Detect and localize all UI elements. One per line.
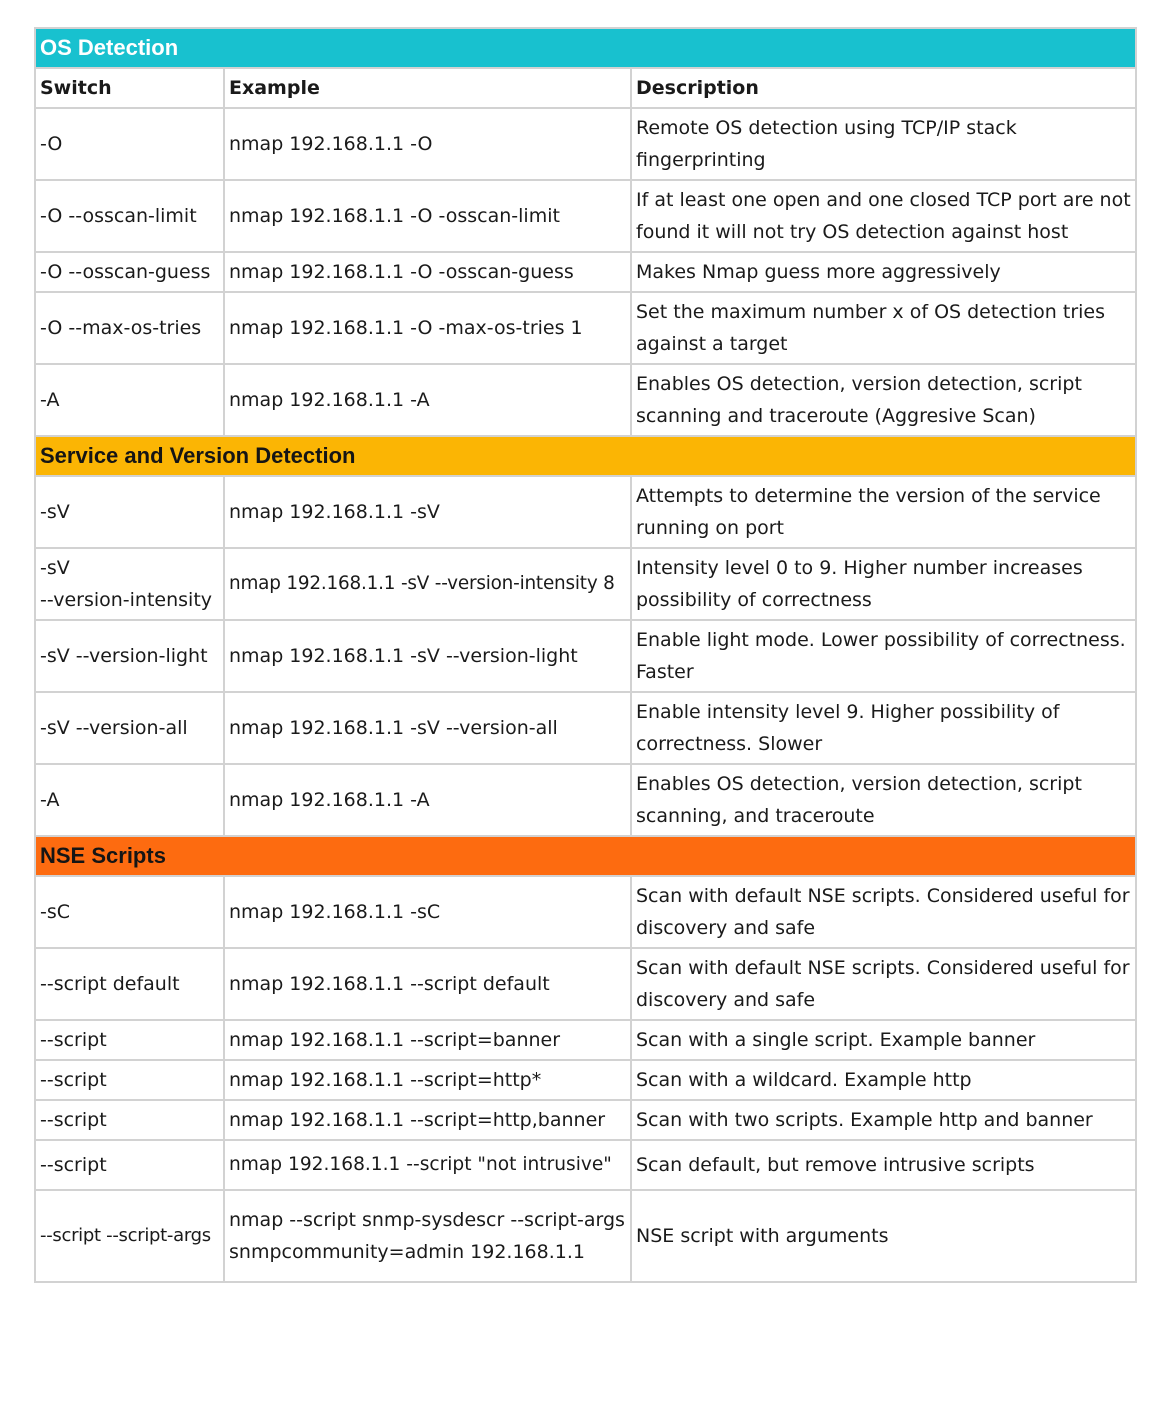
table-row [35, 1020, 1136, 1060]
description-cell [631, 364, 1136, 436]
section-header-nse [35, 836, 1136, 876]
description-line: correctness. Slower [636, 733, 823, 755]
example-cell: nmap 192.168.1.1 -A [224, 364, 631, 436]
description-line: Intensity level 0 to 9. Higher number increases [636, 557, 1083, 579]
table-row [35, 548, 1136, 620]
switch-cell: -O [35, 108, 224, 180]
switch-cell: -O --osscan-guess [35, 252, 224, 292]
table-row [35, 292, 1136, 364]
example-line: nmap --script snmp-sysdescr --script-args [229, 1209, 625, 1231]
example-cell: nmap 192.168.1.1 --script=http,banner [224, 1100, 631, 1140]
description-line: If at least one open and one closed TCP port are not [636, 189, 1131, 211]
table-row [35, 1060, 1136, 1100]
description-line: Enable intensity level 9. Higher possibility of [636, 701, 1060, 723]
description-cell [631, 108, 1136, 180]
example-line: snmpcommunity=admin 192.168.1.1 [229, 1241, 585, 1263]
switch-cell: --script [35, 1100, 224, 1140]
column-header-description: Description [631, 68, 1136, 108]
example-cell [224, 1190, 631, 1282]
description-line: Faster [636, 661, 694, 683]
section-title-os: OS Detection [35, 28, 1136, 68]
example-cell: nmap 192.168.1.1 --script default [224, 948, 631, 1020]
description-line: running on port [636, 517, 785, 539]
description-cell: Scan with two scripts. Example http and banner [631, 1100, 1136, 1140]
example-cell: nmap 192.168.1.1 -O -osscan-limit [224, 180, 631, 252]
table-row [35, 476, 1136, 548]
description-line: found it will not try OS detection against host [636, 221, 1069, 243]
section-title-nse: NSE Scripts [35, 836, 1136, 876]
description-cell: NSE script with arguments [631, 1190, 1136, 1282]
switch-cell: --script --script-args [35, 1190, 224, 1282]
description-line: Scan with default NSE scripts. Considered useful for [636, 885, 1130, 907]
switch-cell: -A [35, 764, 224, 836]
example-cell: nmap 192.168.1.1 -sV --version-intensity 8 [224, 548, 631, 620]
example-cell: nmap 192.168.1.1 -O [224, 108, 631, 180]
switch-cell [35, 548, 224, 620]
description-cell [631, 548, 1136, 620]
example-cell: nmap 192.168.1.1 -sV --version-light [224, 620, 631, 692]
description-line: Scan with default NSE scripts. Considered useful for [636, 957, 1130, 979]
description-cell [631, 620, 1136, 692]
description-cell [631, 476, 1136, 548]
table-row [35, 108, 1136, 180]
description-line: discovery and safe [636, 989, 816, 1011]
switch-cell: --script [35, 1060, 224, 1100]
switch-cell: --script default [35, 948, 224, 1020]
example-cell: nmap 192.168.1.1 --script=http* [224, 1060, 631, 1100]
description-line: possibility of correctness [636, 589, 872, 611]
description-cell: Scan with a single script. Example banner [631, 1020, 1136, 1060]
table-row [35, 252, 1136, 292]
table-row [35, 1190, 1136, 1282]
table-row [35, 1100, 1136, 1140]
example-cell: nmap 192.168.1.1 -sV [224, 476, 631, 548]
switch-cell: -sV --version-all [35, 692, 224, 764]
description-line: fingerprinting [636, 149, 766, 171]
table-row [35, 876, 1136, 948]
switch-cell: -O --max-os-tries [35, 292, 224, 364]
section-header-os [35, 28, 1136, 68]
section-header-service [35, 436, 1136, 476]
nmap-cheatsheet-table [34, 27, 1137, 1283]
description-line: Remote OS detection using TCP/IP stack [636, 117, 1017, 139]
description-cell: Scan with a wildcard. Example http [631, 1060, 1136, 1100]
switch-cell: -sV [35, 476, 224, 548]
description-line: discovery and safe [636, 917, 816, 939]
table-row [35, 764, 1136, 836]
switch-cell: -sV --version-light [35, 620, 224, 692]
description-line: Enables OS detection, version detection, script [636, 773, 1082, 795]
section-title-service: Service and Version Detection [35, 436, 1136, 476]
table-row [35, 1140, 1136, 1190]
example-cell: nmap 192.168.1.1 -sV --version-all [224, 692, 631, 764]
example-cell: nmap 192.168.1.1 -sC [224, 876, 631, 948]
description-cell [631, 948, 1136, 1020]
description-line: scanning, and traceroute [636, 805, 875, 827]
description-line: scanning and traceroute (Aggresive Scan) [636, 405, 1036, 427]
description-line: against a target [636, 333, 788, 355]
switch-cell: -O --osscan-limit [35, 180, 224, 252]
description-cell [631, 876, 1136, 948]
column-header-switch: Switch [35, 68, 224, 108]
description-cell [631, 180, 1136, 252]
table-row [35, 180, 1136, 252]
switch-cell: -A [35, 364, 224, 436]
switch-cell: -sC [35, 876, 224, 948]
table-row [35, 948, 1136, 1020]
column-header-row [35, 68, 1136, 108]
table-row [35, 692, 1136, 764]
table-row [35, 364, 1136, 436]
example-cell: nmap 192.168.1.1 -A [224, 764, 631, 836]
description-cell [631, 692, 1136, 764]
description-cell: Scan default, but remove intrusive scripts [631, 1140, 1136, 1190]
switch-cell: --script [35, 1140, 224, 1190]
description-cell [631, 764, 1136, 836]
column-header-example: Example [224, 68, 631, 108]
description-line: Set the maximum number x of OS detection tries [636, 301, 1106, 323]
description-line: Enables OS detection, version detection, script [636, 373, 1082, 395]
description-cell [631, 292, 1136, 364]
switch-cell: --script [35, 1020, 224, 1060]
example-cell: nmap 192.168.1.1 --script "not intrusive" [224, 1140, 631, 1190]
switch-line: -sV [40, 557, 70, 579]
example-cell: nmap 192.168.1.1 --script=banner [224, 1020, 631, 1060]
switch-line: --version-intensity [40, 589, 213, 611]
description-cell: Makes Nmap guess more aggressively [631, 252, 1136, 292]
example-cell: nmap 192.168.1.1 -O -max-os-tries 1 [224, 292, 631, 364]
table-row [35, 620, 1136, 692]
example-cell: nmap 192.168.1.1 -O -osscan-guess [224, 252, 631, 292]
description-line: Attempts to determine the version of the service [636, 485, 1101, 507]
description-line: Enable light mode. Lower possibility of correctness. [636, 629, 1126, 651]
